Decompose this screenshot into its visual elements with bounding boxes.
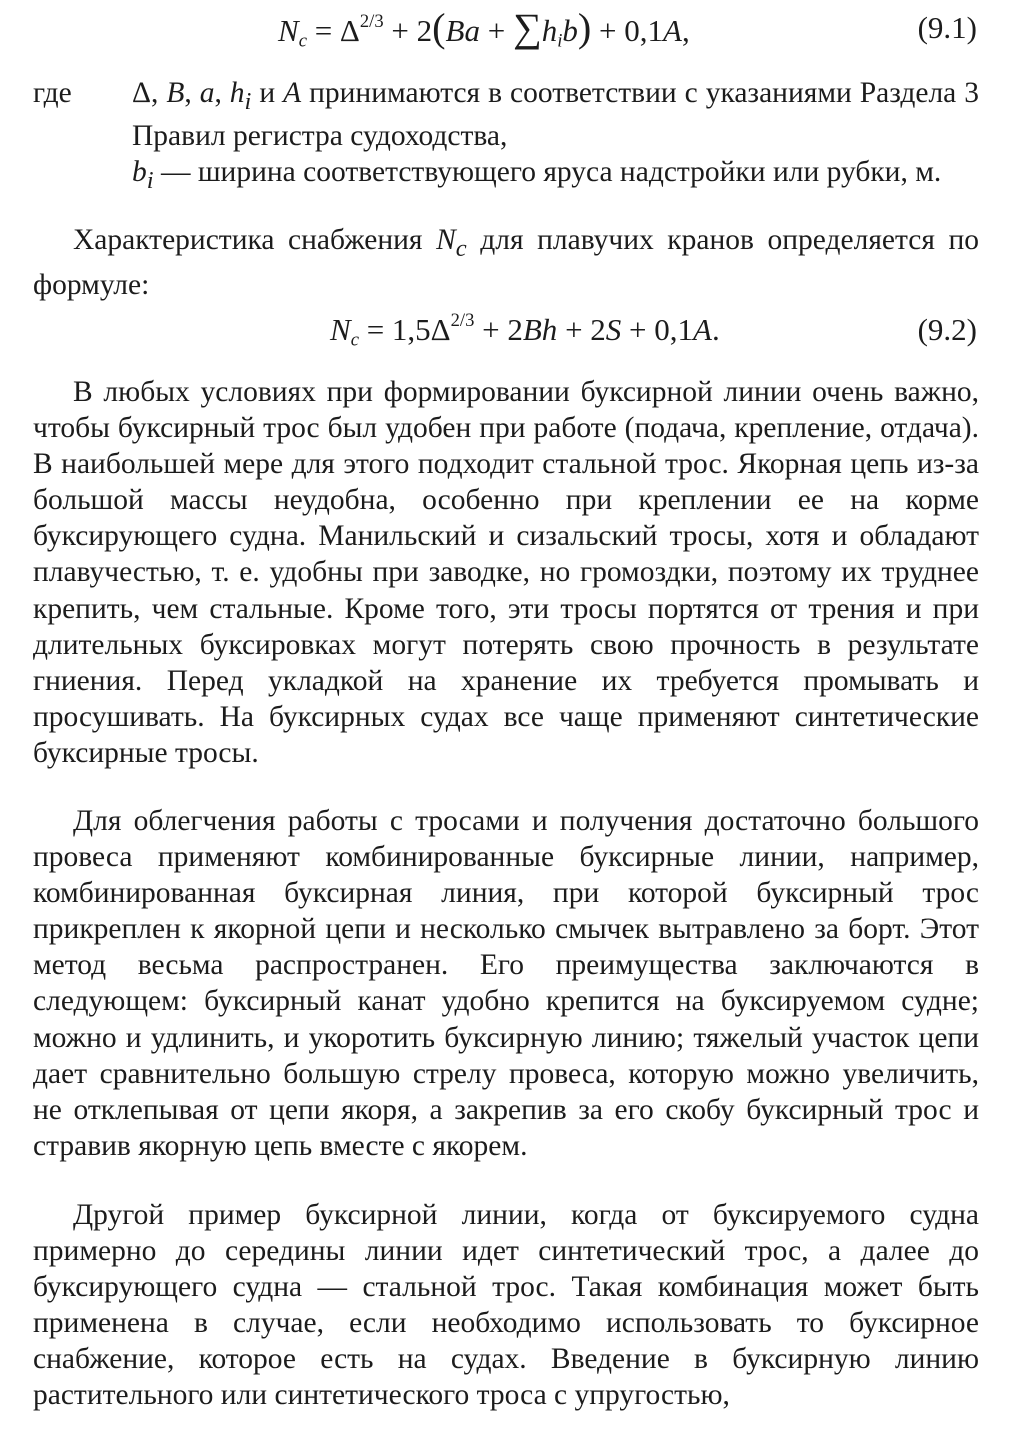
definition-delta-b-a-h-a: Δ, B, a, $h_i$ и A принимаются в соответствии с указаниями Раздела 3 Правил регистра судоходства, — [132, 77, 979, 153]
formula-9-1-expression: $N_c = \Delta^{2/3} + 2(Ba + \sum h_ib) + 0,1A$, — [278, 5, 690, 52]
paragraph-another-example: Другой пример буксирной линии, когда от буксируемого судна примерно до середины линии идет синтетический трос, а далее до буксирующего судна — стальной трос. Такая комбинация может быть применена в случае, если необходимо использовать то буксирное снабжение, которое есть на судах. Введение в буксирную линию растительного или синтетического троса с упругостью, — [33, 1199, 979, 1412]
paragraph-towing-rope: В любых условиях при формировании буксирной линии очень важно, чтобы буксирный трос был удобен при работе (подача, крепление, отдача). В наибольшей мере для этого подходит стальной трос. Якорная цепь из-за большой массы неудобна, особенно при креплении ее на корме буксирующего судна. Манильский и сизальский тросы, хотя и обладают плавучестью, т. е. удобны при заводке, но громоздки, поэтому их труднее крепить, чем стальные. Кроме того, эти тросы портятся от трения и при длительных буксировках могут потерять свою прочность в результате гниения. Перед укладкой на хранение их требуется промывать и просушивать. На буксирных судах все чаще применяют синтетические буксирные тросы. — [33, 376, 979, 769]
definition-b-i: $b_i$ — ширина соответствующего яруса надстройки или рубки, м. — [132, 155, 942, 194]
paragraph-combined-lines: Для облегчения работы с тросами и получения достаточно большого провеса применяют комбинированные буксирные линии, например, комбинированная буксирная линия, при которой буксирный трос прикреплен к якорной цепи и несколько смычек вытравлено за борт. Этот метод весьма распространен. Его преимущества заключаются в следующем: буксирный канат удобно крепится на буксируемом судне; можно и удлинить, и укоротить буксирную линию; тяжелый участок цепи дает сравнительно большую стрелу провеса, которую можно увеличить, не отклепывая от цепи якоря, а закрепив за его скобу буксирный трос и стравив якорную цепь вместе с якорем. — [33, 805, 979, 1162]
formula-9-2-expression: $N_c = 1,5\Delta^{2/3} + 2Bh + 2S + 0,1A$. — [330, 310, 720, 351]
equation-number-9-2: (9.2) — [917, 312, 977, 347]
where-label: где — [33, 77, 72, 109]
definitions-list — [132, 76, 979, 198]
paragraph-intro: Характеристика снабжения $N_c$ для плавучих кранов определяется по формуле: — [33, 224, 979, 301]
equation-number-9-1: (9.1) — [917, 10, 977, 45]
